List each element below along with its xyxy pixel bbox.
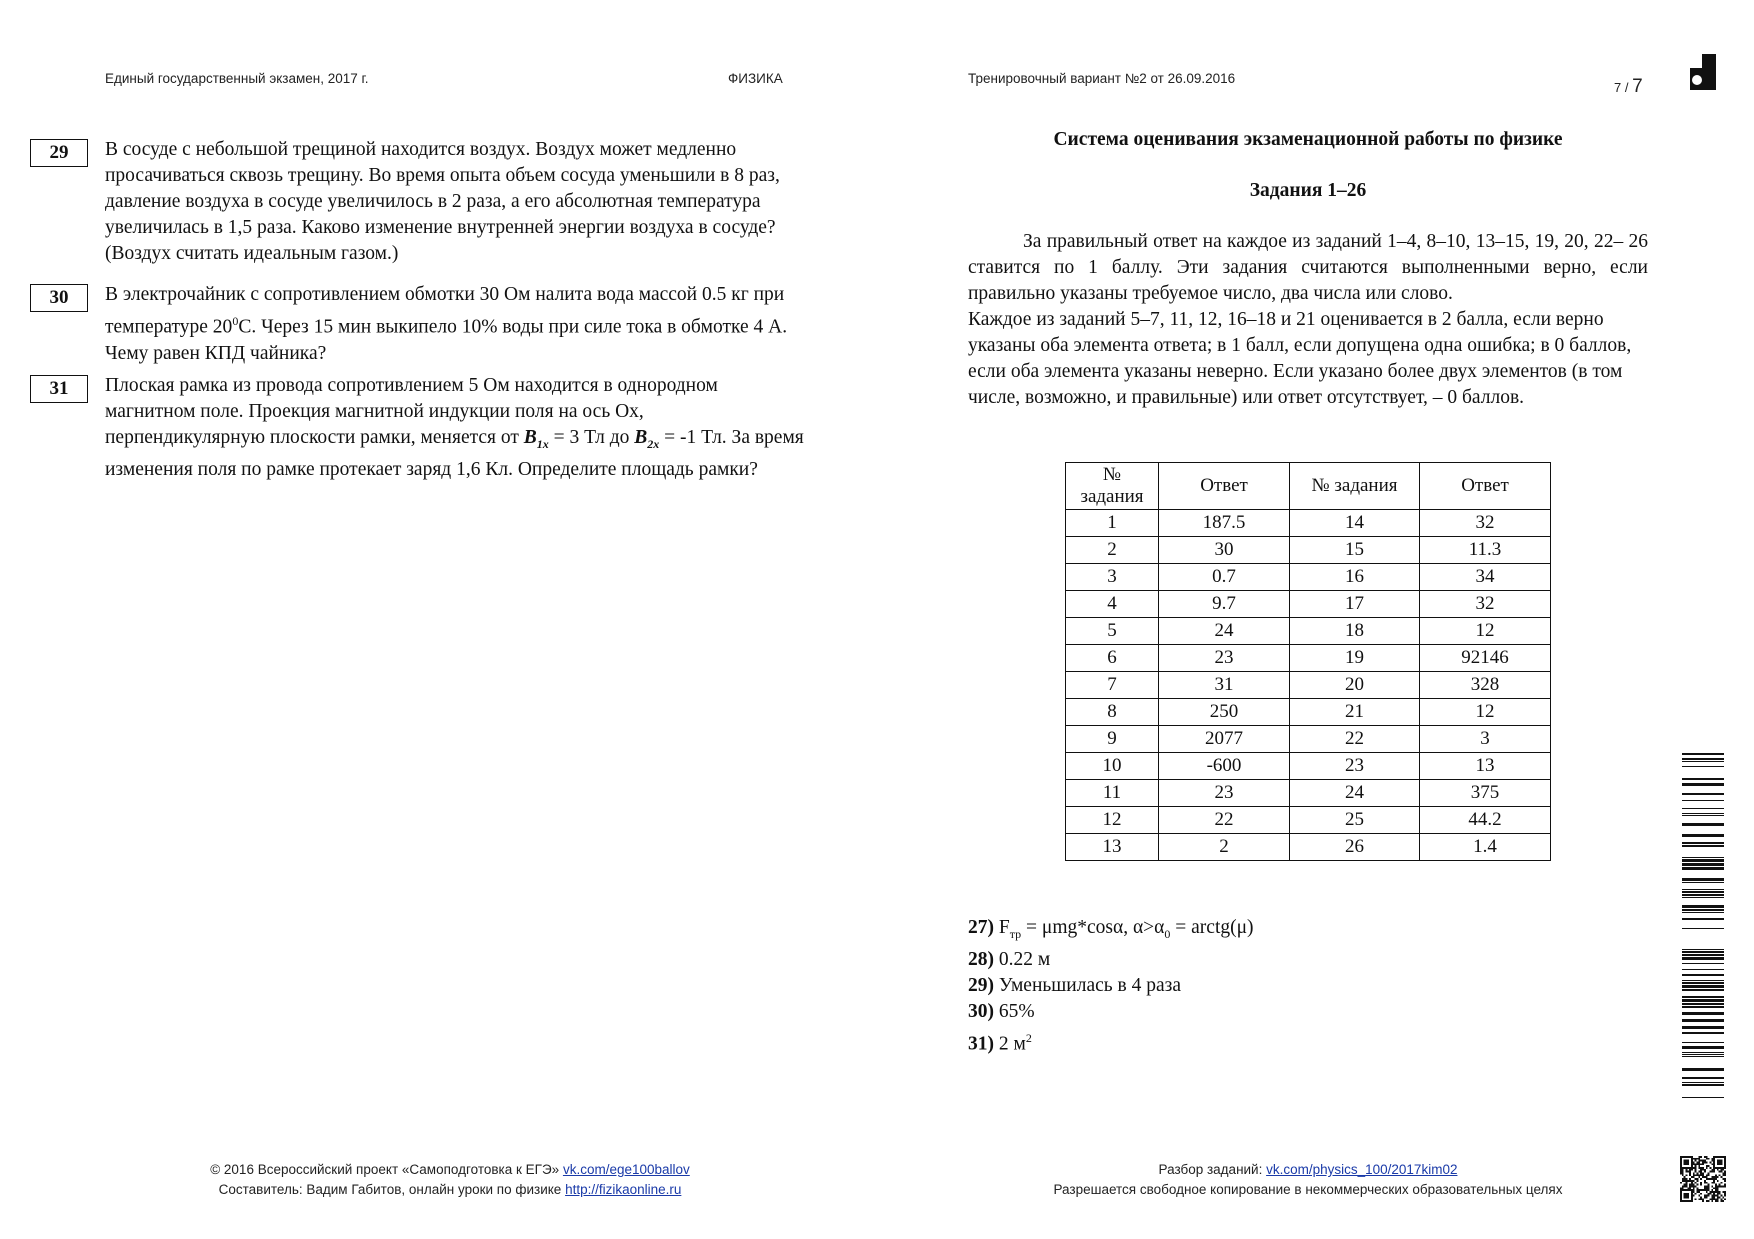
footer-left-line-2: Составитель: Вадим Габитов, онлайн уроки по физике http://fizikaonline.ru bbox=[218, 1182, 682, 1197]
scoring-text bbox=[968, 229, 1648, 411]
footer-left-line-1: © 2016 Всероссийский проект «Самоподготовка к ЕГЭ» vk.com/ege100ballov bbox=[210, 1162, 690, 1177]
answer-27: 27) $F_{тр} = \mu mg*\cos\alpha$, $\alpha>\alpha_0$ = arctg(μ) bbox=[968, 917, 1254, 941]
answer-29: 29) Уменьшилась в 4 раза bbox=[968, 974, 1182, 996]
footer-link-fizikaonline[interactable]: http://fizikaonline.ru bbox=[565, 1182, 682, 1197]
table-row: 12 22 25 44.2 bbox=[1066, 807, 1551, 834]
table-row: 6 23 19 92146 bbox=[1066, 645, 1551, 672]
barcode-icon bbox=[1682, 753, 1724, 1101]
task-text: Плоская рамка из провода сопротивлением 5 Ом находится в однородном магнитном поле. Проекция магнитной индукции поля на ось Ox, перпендикулярную плоскости рамки, меняется от $B_{1x} = 3$ Тл до $B_{2x} = -1$ Тл. За время изменения поля по рамке протекает заряд 1,6 Кл. Определите площадь рамки? bbox=[105, 375, 804, 480]
answer-31: 31) 2 $м^2$ bbox=[968, 1030, 1032, 1055]
footer-right-line-2: Разрешается свободное копирование в некоммерческих образовательных целях bbox=[1053, 1182, 1563, 1197]
task-number: 31 bbox=[30, 375, 88, 403]
answers-table bbox=[1065, 462, 1551, 861]
header-subject: ФИЗИКА bbox=[728, 71, 783, 86]
table-row: 8 250 21 12 bbox=[1066, 699, 1551, 726]
table-row: 9 2077 22 3 bbox=[1066, 726, 1551, 753]
table-row: 7 31 20 328 bbox=[1066, 672, 1551, 699]
table-row: 5 24 18 12 bbox=[1066, 618, 1551, 645]
table-row: 13 2 26 1.4 bbox=[1066, 834, 1551, 861]
page-number-small: 7 / bbox=[1614, 80, 1633, 95]
answer-28: 28) 0.22 м bbox=[968, 948, 1051, 970]
task-number: 30 bbox=[30, 284, 88, 312]
table-header-cell: Ответ bbox=[1159, 463, 1290, 510]
answer-30: 30) 65% bbox=[968, 1000, 1035, 1022]
table-row: 1 187.5 14 32 bbox=[1066, 510, 1551, 537]
table-row: 4 9.7 17 32 bbox=[1066, 591, 1551, 618]
extended-answers bbox=[968, 915, 1254, 1057]
page-number bbox=[1614, 76, 1643, 98]
qr-code-icon bbox=[1680, 1156, 1726, 1202]
header-variant: Тренировочный вариант №2 от 26.09.2016 bbox=[968, 71, 1236, 86]
footer-right-line-1: Разбор заданий: vk.com/physics_100/2017kim02 bbox=[1158, 1162, 1458, 1177]
table-header-cell: Ответ bbox=[1420, 463, 1551, 510]
table-row: 3 0.7 16 34 bbox=[1066, 564, 1551, 591]
footer-link-vk-ege[interactable]: vk.com/ege100ballov bbox=[562, 1162, 690, 1177]
table-header-cell: № задания bbox=[1290, 463, 1420, 510]
table-row: 11 23 24 375 bbox=[1066, 780, 1551, 807]
task-number: 29 bbox=[30, 139, 88, 167]
table-row: 2 30 15 11.3 bbox=[1066, 537, 1551, 564]
task-text: В электрочайник с сопротивлением обмотки 30 Ом налита вода массой 0.5 кг при температуре $20^0С$. Через 15 мин выкипело 10% воды при силе тока в обмотке 4 А. Чему равен КПД чайника? bbox=[105, 284, 788, 364]
header-exam-title: Единый государственный экзамен, 2017 г. bbox=[105, 71, 369, 86]
task-text: В сосуде с небольшой трещиной находится воздух. Воздух может медленно просачиваться сквозь трещину. Во время опыта объем сосуда уменьшили в 8 раз, давление воздуха в сосуде увеличилось в 2 раза, а его абсолютная температура увеличилась в 1,5 раза. Каково изменение внутренней энергии воздуха в сосуде? (Воздух считать идеальным газом.) bbox=[105, 139, 780, 264]
scoring-paragraph-1: За правильный ответ на каждое из заданий 1–4, 8–10, 13–15, 19, 20, 22– 26 ставится по 1 баллу. Эти задания считаются выполненными верно, если правильно указаны требуемое число, два числа или слово. bbox=[968, 231, 1648, 304]
scoring-paragraph-2: Каждое из заданий 5–7, 11, 12, 16–18 и 21 оценивается в 2 балла, если верно указаны оба элемента ответа; в 1 балл, если допущена одна ошибка; в 0 баллов, если оба элемента указаны неверно. Если указано более двух элементов (в том числе, возможно, и правильные) или ответ отсутствует, – 0 баллов. bbox=[968, 309, 1632, 408]
corner-marker-icon bbox=[1690, 54, 1716, 90]
table-header-row bbox=[1066, 463, 1551, 510]
section-subtitle: Задания 1–26 bbox=[1249, 180, 1367, 201]
table-row: 10 -600 23 13 bbox=[1066, 753, 1551, 780]
section-title: Система оценивания экзаменационной работы по физике bbox=[1053, 129, 1563, 150]
page-number-total: 7 bbox=[1632, 76, 1643, 97]
table-header-cell: № задания bbox=[1066, 463, 1159, 510]
footer-link-vk-physics[interactable]: vk.com/physics_100/2017kim02 bbox=[1266, 1162, 1458, 1177]
